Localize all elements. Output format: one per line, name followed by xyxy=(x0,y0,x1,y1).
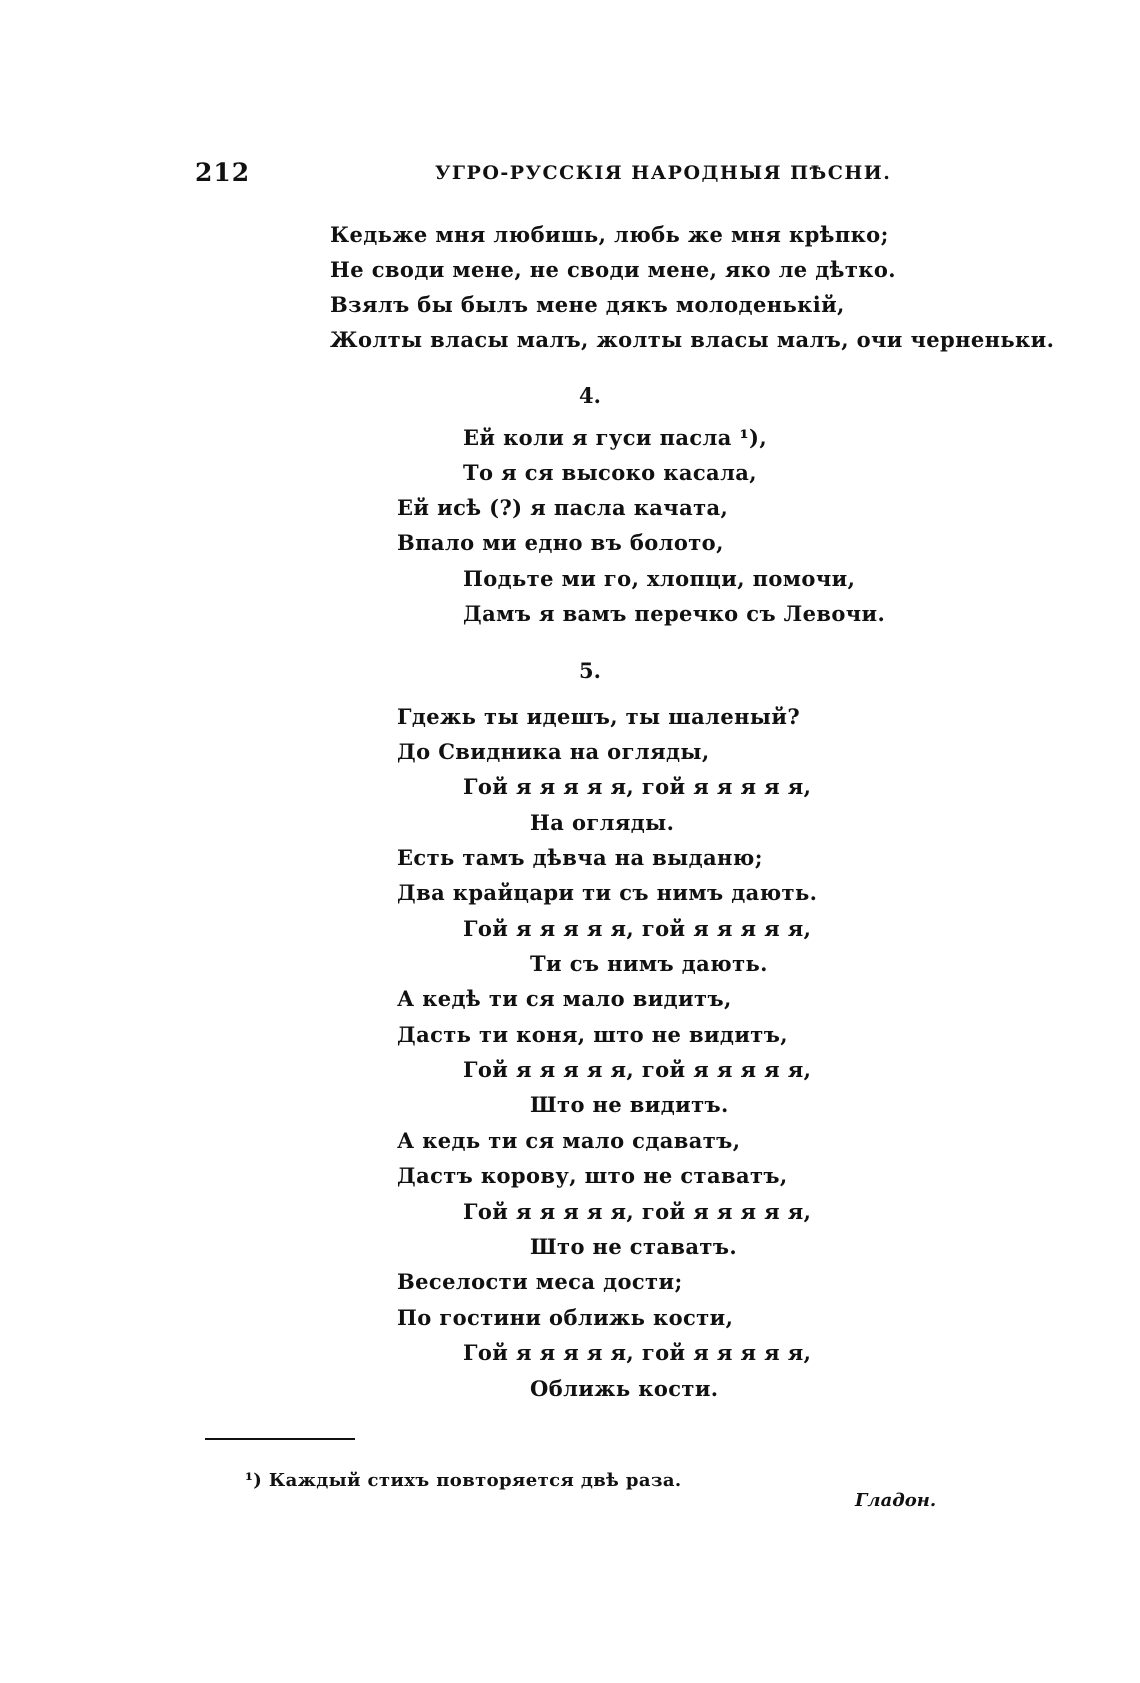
verse-line: Дастъ корову, што не ставатъ, xyxy=(397,1163,788,1188)
verse-line: Гдежь ты идешъ, ты шаленый? xyxy=(397,704,801,729)
verse-line: Дамъ я вамъ перечко съ Левочи. xyxy=(463,601,886,626)
verse-line: Взялъ бы былъ мене дякъ молоденькій, xyxy=(330,292,845,317)
refrain-tail: Оближь кости. xyxy=(530,1376,719,1401)
song-number: 4. xyxy=(579,383,601,408)
page-header xyxy=(195,158,930,198)
verse-line: А кедь ти ся мало сдаватъ, xyxy=(397,1128,741,1153)
footnote-rule xyxy=(205,1438,355,1440)
page-number: 212 xyxy=(195,158,251,187)
refrain-tail: Што не ставатъ. xyxy=(530,1234,738,1259)
verse-line: Кедьже мня любишь, любь же мня крѣпко; xyxy=(330,222,889,247)
verse-line: Дасть ти коня, што не видитъ, xyxy=(397,1022,788,1047)
refrain-tail: Ти съ нимъ дають. xyxy=(530,951,768,976)
verse-line: Ей исѣ (?) я пасла качата, xyxy=(397,495,729,520)
verse-line: Веселости меса дости; xyxy=(397,1269,683,1294)
verse-line: Два крайцари ти съ нимъ дають. xyxy=(397,880,818,905)
song-number: 5. xyxy=(579,658,601,683)
verse-line: Ей коли я гуси пасла ¹), xyxy=(463,425,768,450)
verse-line: Впало ми едно въ болото, xyxy=(397,530,724,555)
refrain-tail: Што не видитъ. xyxy=(530,1092,729,1117)
refrain-line: Гой я я я я я, гой я я я я я, xyxy=(463,774,812,799)
verse-line: До Свидника на огляды, xyxy=(397,739,710,764)
refrain-line: Гой я я я я я, гой я я я я я, xyxy=(463,1057,812,1082)
footnote: ¹) Каждый стихъ повторяется двѣ раза. xyxy=(245,1470,682,1491)
verse-line: Не своди мене, не своди мене, яко ле дѣтко. xyxy=(330,257,896,282)
verse-line: Подьте ми го, хлопци, помочи, xyxy=(463,566,856,591)
verse-line: А кедѣ ти ся мало видитъ, xyxy=(397,986,732,1011)
refrain-tail: На огляды. xyxy=(530,810,675,835)
verse-line: То я ся высоко касала, xyxy=(463,460,757,485)
verse-line: По гостини оближь кости, xyxy=(397,1305,734,1330)
verse-line: Жолты власы малъ, жолты власы малъ, очи черненьки. xyxy=(330,327,1055,352)
running-title: УГРО-РУССКІЯ НАРОДНЫЯ ПѢСНИ. xyxy=(435,162,892,184)
refrain-line: Гой я я я я я, гой я я я я я, xyxy=(463,1340,812,1365)
refrain-line: Гой я я я я я, гой я я я я я, xyxy=(463,916,812,941)
refrain-line: Гой я я я я я, гой я я я я я, xyxy=(463,1199,812,1224)
signature: Гладон. xyxy=(855,1490,937,1511)
verse-line: Есть тамъ дѣвча на выданю; xyxy=(397,845,763,870)
